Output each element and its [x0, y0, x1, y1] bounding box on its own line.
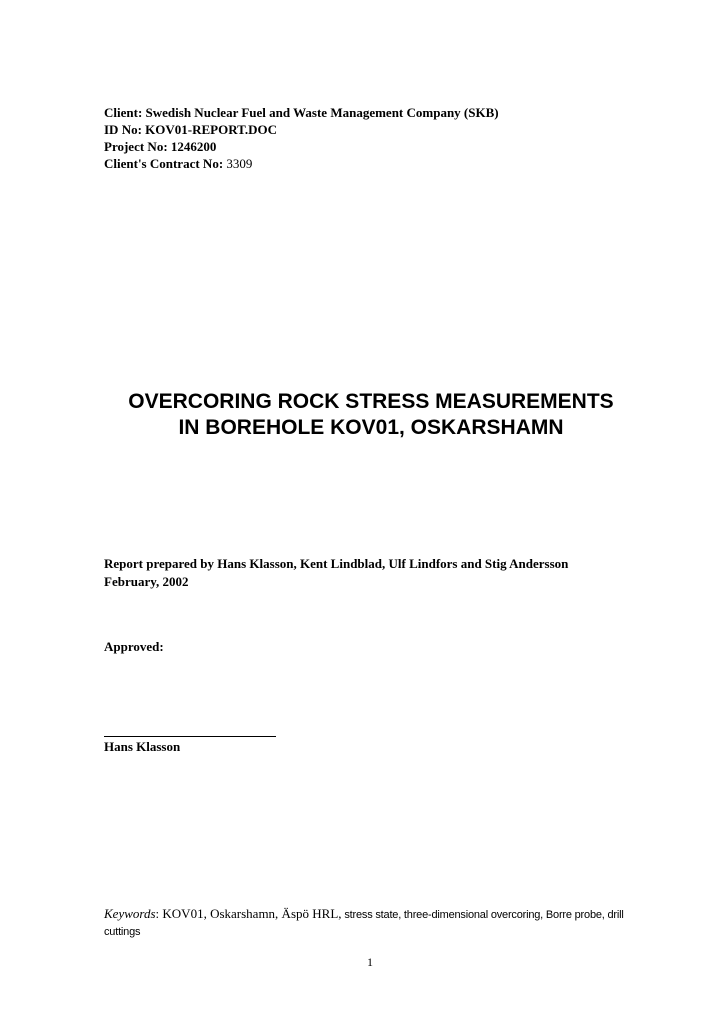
- report-title: [0, 389, 724, 441]
- signature-line: [104, 736, 276, 737]
- id-value: KOV01-REPORT.DOC: [145, 122, 277, 137]
- report-date: February, 2002: [104, 574, 189, 589]
- keywords-sans-terms: stress state, three-dimensional overcoring, Borre probe, drill cuttings: [104, 909, 624, 938]
- page-number: 1: [367, 955, 373, 969]
- prepared-by: [104, 555, 568, 591]
- project-line: [104, 138, 499, 155]
- keywords-colon: :: [155, 906, 160, 921]
- contract-value: 3309: [226, 156, 253, 171]
- keywords-label: Keywords: [104, 906, 156, 921]
- client-line: [104, 104, 499, 121]
- title-line-1: OVERCORING ROCK STRESS MEASUREMENTS: [128, 390, 614, 413]
- keywords-serif-terms: KOV01, Oskarshamn, Äspö HRL,: [159, 906, 342, 921]
- client-label: Client:: [104, 105, 143, 120]
- title-line-2: IN BOREHOLE KOV01, OSKARSHAMN: [178, 416, 564, 439]
- client-value: Swedish Nuclear Fuel and Waste Management Company (SKB): [145, 105, 499, 120]
- contract-label: Client's Contract No:: [104, 156, 224, 171]
- id-line: [104, 121, 499, 138]
- project-label: Project No:: [104, 139, 168, 154]
- keywords: [104, 906, 644, 940]
- report-header: [104, 104, 499, 172]
- approved-label: Approved:: [104, 639, 164, 654]
- contract-line: [104, 155, 499, 172]
- id-label: ID No:: [104, 122, 142, 137]
- authors-line: Report prepared by Hans Klasson, Kent Lindblad, Ulf Lindfors and Stig Andersson: [104, 556, 569, 571]
- signer-name: Hans Klasson: [104, 739, 181, 754]
- project-value: 1246200: [170, 139, 217, 154]
